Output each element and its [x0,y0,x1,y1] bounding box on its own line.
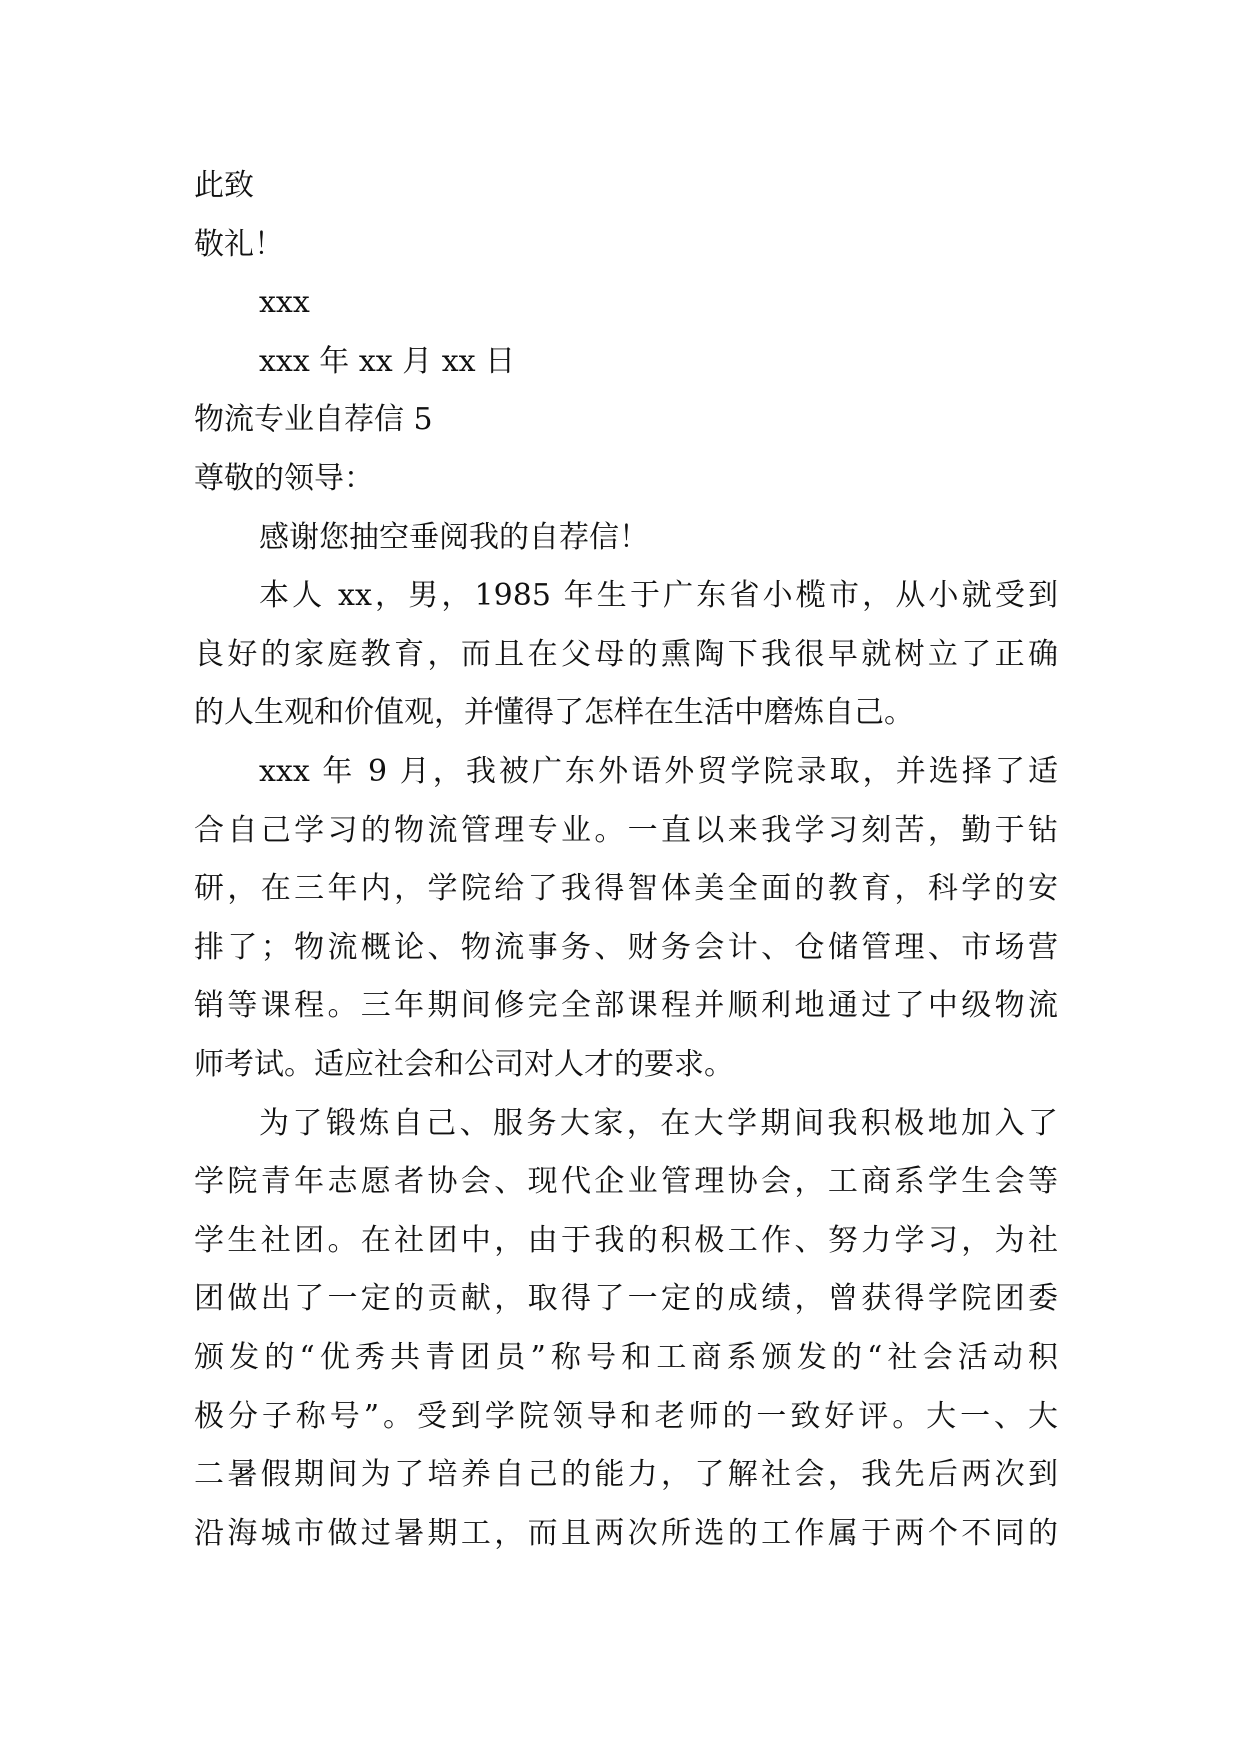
text-line: 的人生观和价值观，并懂得了怎样在生活中磨炼自己。 [194,695,914,731]
text-line: 研，在三年内，学院给了我得智体美全面的教育，科学的安 [194,871,1058,907]
text-line: 此致 [194,168,254,203]
text-line: 感谢您抽空垂阅我的自荐信！ [259,519,649,555]
text-line: 敬礼！ [194,226,284,262]
text-line: 尊敬的领导： [194,461,374,496]
text-line: 沿海城市做过暑期工，而且两次所选的工作属于两个不同的 [194,1515,1058,1551]
text-line: 良好的家庭教育，而且在父母的熏陶下我很早就树立了正确 [194,636,1058,672]
text-line: xxx 年 9 月，我被广东外语外贸学院录取，并选择了适 [259,754,1058,789]
text-line: xxx 年 xx 月 xx 日 [259,343,516,379]
text-line: 二暑假期间为了培养自己的能力，了解社会，我先后两次到 [194,1457,1058,1493]
text-line: 颁发的“优秀共青团员”称号和工商系颁发的“社会活动积 [194,1340,1058,1375]
text-line: 为了锻炼自己、服务大家，在大学期间我积极地加入了 [259,1105,1058,1141]
text-line: 团做出了一定的贡献，取得了一定的成绩，曾获得学院团委 [194,1281,1058,1317]
text-line: xxx [259,285,310,321]
text-line: 物流专业自荐信 5 [194,402,433,438]
text-line: 师考试。适应社会和公司对人才的要求。 [194,1047,734,1082]
text-line: 合自己学习的物流管理专业。一直以来我学习刻苦，勤于钻 [194,812,1058,848]
text-line: 排了；物流概论、物流事务、财务会计、仓储管理、市场营 [194,929,1058,965]
text-line: 本人 xx，男，1985 年生于广东省小榄市，从小就受到 [259,578,1058,614]
text-line: 学院青年志愿者协会、现代企业管理协会，工商系学生会等 [194,1164,1058,1200]
text-line: 学生社团。在社团中，由于我的积极工作、努力学习，为社 [194,1222,1058,1258]
text-line: 极分子称号”。受到学院领导和老师的一致好评。大一、大 [194,1398,1058,1434]
text-line: 销等课程。三年期间修完全部课程并顺利地通过了中级物流 [194,988,1058,1024]
